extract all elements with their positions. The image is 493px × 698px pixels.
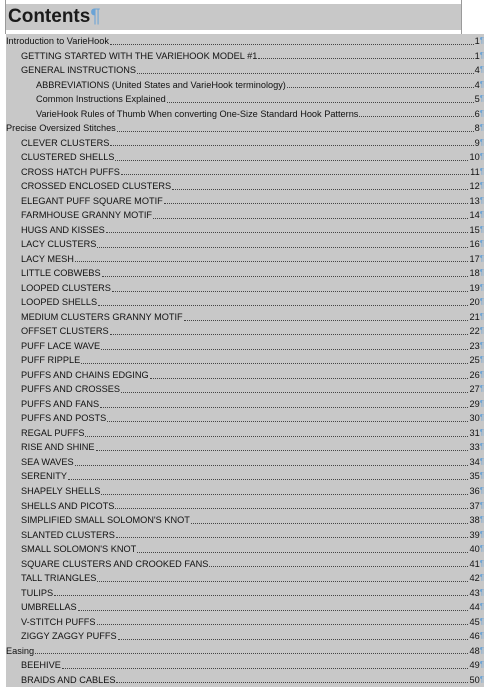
pilcrow-mark: ¶ xyxy=(479,558,484,568)
toc-entry-page-number: 11 xyxy=(470,166,480,177)
toc-entry[interactable] xyxy=(6,586,484,601)
toc-entry-title: SMALL SOLOMON'S KNOT xyxy=(21,544,137,555)
toc-entry-page-number: 43 xyxy=(469,587,480,598)
toc-entry-page-number: 49 xyxy=(469,660,480,671)
toc-entry-title: TULIPS xyxy=(21,587,54,598)
pilcrow-mark: ¶ xyxy=(479,485,484,495)
toc-entry-page-number: 18 xyxy=(469,268,480,279)
toc-entry-title: SQUARE CLUSTERS AND CROOKED FANS xyxy=(21,558,209,569)
pilcrow-mark: ¶ xyxy=(479,297,484,307)
dot-leader xyxy=(97,624,469,625)
pilcrow-mark: ¶ xyxy=(479,573,484,583)
toc-entry[interactable] xyxy=(6,179,484,194)
toc-entry-page-number: 14 xyxy=(469,210,480,221)
toc-entry-title: ELEGANT PUFF SQUARE MOTIF xyxy=(21,195,163,206)
toc-entry-page-number: 39 xyxy=(469,529,480,540)
toc-entry-title: CLEVER CLUSTERS xyxy=(21,137,110,148)
dot-leader xyxy=(115,508,468,509)
pilcrow-mark: ¶ xyxy=(479,544,484,554)
dot-leader xyxy=(96,450,469,451)
dot-leader xyxy=(78,610,469,611)
toc-entry-title: REGAL PUFFS xyxy=(21,427,85,438)
dot-leader xyxy=(258,58,473,59)
pilcrow-mark: ¶ xyxy=(479,660,484,670)
toc-entry-title: LOOPED SHELLS xyxy=(21,297,98,308)
toc-entry-page-number: 42 xyxy=(469,573,480,584)
toc-entry-title: PUFFS AND CROSSES xyxy=(21,384,121,395)
toc-entry-title: PUFFS AND FANS xyxy=(21,398,100,409)
dot-leader xyxy=(209,566,468,567)
toc-entry-page-number: 9 xyxy=(474,137,480,148)
toc-entry-title: BRAIDS AND CABLES xyxy=(21,674,116,685)
toc-entry-page-number: 12 xyxy=(469,181,480,192)
toc-entry-title: SHAPELY SHELLS xyxy=(21,485,101,496)
toc-entry-page-number: 21 xyxy=(469,311,480,322)
toc-entry-title: LOOPED CLUSTERS xyxy=(21,282,111,293)
dot-leader xyxy=(100,407,468,408)
pilcrow-mark: ¶ xyxy=(479,384,484,394)
toc-entry[interactable] xyxy=(6,107,484,122)
toc-entry[interactable] xyxy=(6,644,484,659)
toc-entry-title: HUGS AND KISSES xyxy=(21,224,105,235)
toc-entry[interactable] xyxy=(6,426,484,441)
toc-entry[interactable] xyxy=(6,411,484,426)
toc-entry[interactable] xyxy=(6,673,484,688)
toc-entry[interactable] xyxy=(6,281,484,296)
pilcrow-mark: ¶ xyxy=(479,340,484,350)
pilcrow-mark: ¶ xyxy=(479,50,484,60)
pilcrow-mark: ¶ xyxy=(479,602,484,612)
dot-leader xyxy=(97,247,468,248)
toc-entry-title: PUFF RIPPLE xyxy=(21,355,81,366)
toc-entry-title: MEDIUM CLUSTERS GRANNY MOTIF xyxy=(21,311,183,322)
dot-leader xyxy=(35,653,468,654)
pilcrow-mark: ¶ xyxy=(479,36,484,45)
toc-entry[interactable] xyxy=(6,600,484,615)
dot-leader xyxy=(172,189,468,190)
dot-leader xyxy=(112,291,469,292)
toc-entry-page-number: 13 xyxy=(469,195,480,206)
toc-entry-title: Introduction to VarieHook xyxy=(6,36,109,46)
toc-entry[interactable] xyxy=(6,136,484,151)
toc-entry-page-number: 48 xyxy=(469,645,480,656)
toc-entry[interactable] xyxy=(6,513,484,528)
toc-entry-title: SLANTED CLUSTERS xyxy=(21,529,115,540)
dot-leader xyxy=(191,523,469,524)
toc-entry-page-number: 16 xyxy=(469,239,480,250)
dot-leader xyxy=(150,378,469,379)
toc-entry-page-number: 4 xyxy=(474,65,480,76)
toc-entry-page-number: 6 xyxy=(474,108,480,119)
pilcrow-mark: ¶ xyxy=(479,79,484,89)
toc-entry-title: GETTING STARTED WITH THE VARIEHOOK MODEL #1 xyxy=(21,50,258,61)
dot-leader xyxy=(287,87,474,88)
toc-entry-page-number: 1 xyxy=(474,50,480,61)
pilcrow-mark: ¶ xyxy=(479,210,484,220)
dot-leader xyxy=(107,421,468,422)
toc-entry[interactable] xyxy=(6,208,484,223)
dot-leader xyxy=(102,276,469,277)
toc-entry-page-number: 22 xyxy=(469,326,480,337)
toc-entry-page-number: 37 xyxy=(469,500,480,511)
toc-entry-title: OFFSET CLUSTERS xyxy=(21,326,109,337)
toc-entry-title: PUFF LACE WAVE xyxy=(21,340,101,351)
pilcrow-mark: ¶ xyxy=(479,123,484,133)
dot-leader xyxy=(75,465,469,466)
pilcrow-mark: ¶ xyxy=(479,515,484,525)
toc-heading-text: Contents xyxy=(8,6,91,27)
dot-leader xyxy=(153,218,468,219)
toc-entry-title: LITTLE COBWEBS xyxy=(21,268,101,279)
pilcrow-mark: ¶ xyxy=(479,398,484,408)
toc-entry-page-number: 29 xyxy=(469,398,480,409)
pilcrow-mark: ¶ xyxy=(479,645,484,655)
pilcrow-mark: ¶ xyxy=(479,631,484,641)
dot-leader xyxy=(97,581,468,582)
dot-leader xyxy=(106,232,469,233)
dot-leader xyxy=(116,682,468,683)
pilcrow-mark: ¶ xyxy=(479,311,484,321)
dot-leader xyxy=(81,363,468,364)
toc-entry[interactable] xyxy=(6,397,484,412)
pilcrow-mark: ¶ xyxy=(479,268,484,278)
toc-entry[interactable] xyxy=(6,310,484,325)
dot-leader xyxy=(85,436,468,437)
toc-entry[interactable] xyxy=(6,629,484,644)
toc-entry-page-number: 36 xyxy=(469,485,480,496)
toc-entry[interactable] xyxy=(6,382,484,397)
toc-entry-title: SERENITY xyxy=(21,471,67,482)
pilcrow-mark: ¶ xyxy=(479,456,484,466)
toc-entry[interactable] xyxy=(6,542,484,557)
dot-leader xyxy=(98,305,468,306)
toc-entry-page-number: 45 xyxy=(469,616,480,627)
toc-entry[interactable] xyxy=(6,237,484,252)
dot-leader xyxy=(118,639,469,640)
toc-entry[interactable] xyxy=(6,484,484,499)
toc-entry-title: CROSSED ENCLOSED CLUSTERS xyxy=(21,181,172,192)
toc-entry[interactable] xyxy=(6,63,484,78)
toc-entry[interactable] xyxy=(6,49,484,64)
pilcrow-mark: ¶ xyxy=(479,355,484,365)
toc-entry[interactable] xyxy=(6,353,484,368)
dot-leader xyxy=(101,349,468,350)
dot-leader xyxy=(54,595,468,596)
toc-entry-page-number: 46 xyxy=(469,631,480,642)
toc-entry[interactable] xyxy=(6,615,484,630)
toc-entry-title: Precise Oversized Stitches xyxy=(6,123,116,134)
pilcrow-mark: ¶ xyxy=(479,413,484,423)
toc-entry[interactable] xyxy=(6,455,484,470)
dot-leader xyxy=(137,552,468,553)
dot-leader xyxy=(101,494,468,495)
toc-entry[interactable] xyxy=(6,121,484,136)
pilcrow-mark: ¶ xyxy=(479,253,484,263)
toc-entry[interactable] xyxy=(6,571,484,586)
dot-leader xyxy=(62,668,469,669)
toc-entry[interactable] xyxy=(6,266,484,281)
toc-entry-page-number: 44 xyxy=(469,602,480,613)
toc-entry-page-number: 8 xyxy=(474,123,480,134)
toc-entry-page-number: 38 xyxy=(469,515,480,526)
pilcrow-mark: ¶ xyxy=(479,427,484,437)
toc-entry[interactable] xyxy=(6,223,484,238)
toc-entry[interactable] xyxy=(6,499,484,514)
dot-leader xyxy=(110,44,474,45)
toc-list xyxy=(6,34,484,687)
toc-entry-title: FARMHOUSE GRANNY MOTIF xyxy=(21,210,153,221)
pilcrow-mark: ¶ xyxy=(479,587,484,597)
toc-entry[interactable] xyxy=(6,557,484,572)
dot-leader xyxy=(110,334,469,335)
toc-entry[interactable] xyxy=(6,295,484,310)
dot-leader xyxy=(117,131,474,132)
pilcrow-mark: ¶ xyxy=(479,65,484,75)
dot-leader xyxy=(116,537,469,538)
toc-entry-title: SHELLS AND PICOTS xyxy=(21,500,115,511)
toc-entry[interactable] xyxy=(6,339,484,354)
toc-entry[interactable] xyxy=(6,78,484,93)
toc-entry-page-number: 5 xyxy=(474,94,480,105)
toc-entry[interactable] xyxy=(6,92,484,107)
toc-entry-page-number: 19 xyxy=(469,282,480,293)
toc-entry-title: CLUSTERED SHELLS xyxy=(21,152,115,163)
dot-leader xyxy=(121,392,468,393)
toc-entry-title: BEEHIVE xyxy=(21,660,61,671)
pilcrow-mark: ¶ xyxy=(479,152,484,162)
toc-entry[interactable] xyxy=(6,194,484,209)
dot-leader xyxy=(164,203,469,204)
right-margin-line xyxy=(461,0,462,34)
toc-entry-page-number: 50 xyxy=(469,674,480,685)
toc-entry-page-number: 4 xyxy=(474,79,480,90)
toc-entry[interactable] xyxy=(6,165,484,180)
toc-entry-page-number: 34 xyxy=(469,456,480,467)
toc-entry-page-number: 1 xyxy=(474,36,480,46)
toc-entry-title: Easing xyxy=(6,645,35,656)
dot-leader xyxy=(184,320,469,321)
toc-entry-title: SIMPLIFIED SMALL SOLOMON'S KNOT xyxy=(21,515,190,526)
toc-entry[interactable] xyxy=(6,150,484,165)
toc-entry-page-number: 35 xyxy=(469,471,480,482)
toc-entry-page-number: 27 xyxy=(469,384,480,395)
toc-entry-page-number: 23 xyxy=(469,340,480,351)
dot-leader xyxy=(75,261,469,262)
toc-entry[interactable] xyxy=(6,658,484,673)
pilcrow-mark: ¶ xyxy=(479,195,484,205)
toc-entry-title: VarieHook Rules of Thumb When converting One-Size Standard Hook Patterns xyxy=(36,108,359,119)
pilcrow-mark: ¶ xyxy=(479,166,484,176)
dot-leader xyxy=(68,479,469,480)
toc-entry-title: LACY MESH xyxy=(21,253,74,264)
toc-entry[interactable] xyxy=(6,440,484,455)
toc-entry-page-number: 25 xyxy=(469,355,480,366)
pilcrow-mark: ¶ xyxy=(479,137,484,147)
pilcrow-mark: ¶ xyxy=(479,500,484,510)
toc-entry-page-number: 41 xyxy=(469,558,480,569)
toc-entry-page-number: 33 xyxy=(469,442,480,453)
dot-leader xyxy=(115,160,468,161)
toc-entry[interactable] xyxy=(6,252,484,267)
toc-entry-page-number: 10 xyxy=(469,152,480,163)
pilcrow-mark: ¶ xyxy=(479,94,484,104)
dot-leader xyxy=(121,174,469,175)
pilcrow-mark: ¶ xyxy=(479,369,484,379)
toc-entry-page-number: 26 xyxy=(469,369,480,380)
toc-entry[interactable] xyxy=(6,324,484,339)
pilcrow-mark: ¶ xyxy=(479,181,484,191)
toc-entry[interactable] xyxy=(6,469,484,484)
pilcrow-mark: ¶ xyxy=(479,239,484,249)
toc-entry-title: CROSS HATCH PUFFS xyxy=(21,166,120,177)
pilcrow-mark: ¶ xyxy=(479,326,484,336)
toc-entry-title: LACY CLUSTERS xyxy=(21,239,97,250)
dot-leader xyxy=(359,116,473,117)
toc-entry-title: ZIGGY ZAGGY PUFFS xyxy=(21,631,117,642)
toc-entry-title: Common Instructions Explained xyxy=(36,94,166,105)
toc-entry-title: PUFFS AND POSTS xyxy=(21,413,107,424)
toc-entry-title: GENERAL INSTRUCTIONS xyxy=(21,65,137,76)
dot-leader xyxy=(167,102,474,103)
toc-entry-title: RISE AND SHINE xyxy=(21,442,95,453)
toc-entry[interactable] xyxy=(6,34,484,49)
pilcrow-mark: ¶ xyxy=(479,282,484,292)
pilcrow-mark: ¶ xyxy=(479,442,484,452)
pilcrow-mark: ¶ xyxy=(479,616,484,626)
toc-entry-page-number: 30 xyxy=(469,413,480,424)
pilcrow-mark: ¶ xyxy=(479,529,484,539)
toc-entry-page-number: 17 xyxy=(469,253,480,264)
toc-entry-title: TALL TRIANGLES xyxy=(21,573,97,584)
dot-leader xyxy=(137,73,474,74)
toc-entry-title: UMBRELLAS xyxy=(21,602,77,613)
pilcrow-mark: ¶ xyxy=(479,224,484,234)
toc-entry-page-number: 20 xyxy=(469,297,480,308)
pilcrow-mark: ¶ xyxy=(90,6,101,27)
toc-entry[interactable] xyxy=(6,528,484,543)
toc-entry-title: PUFFS AND CHAINS EDGING xyxy=(21,369,149,380)
toc-entry-title: V-STITCH PUFFS xyxy=(21,616,96,627)
toc-entry[interactable] xyxy=(6,368,484,383)
pilcrow-mark: ¶ xyxy=(479,108,484,118)
toc-entry-page-number: 15 xyxy=(469,224,480,235)
toc-entry-page-number: 31 xyxy=(469,427,480,438)
pilcrow-mark: ¶ xyxy=(479,471,484,481)
dot-leader xyxy=(110,145,473,146)
toc-heading xyxy=(6,4,461,30)
pilcrow-mark: ¶ xyxy=(479,674,484,684)
toc-entry-title: SEA WAVES xyxy=(21,456,74,467)
toc-entry-page-number: 40 xyxy=(469,544,480,555)
toc-entry-title: ABBREVIATIONS (United States and VarieHook terminology) xyxy=(36,79,286,90)
